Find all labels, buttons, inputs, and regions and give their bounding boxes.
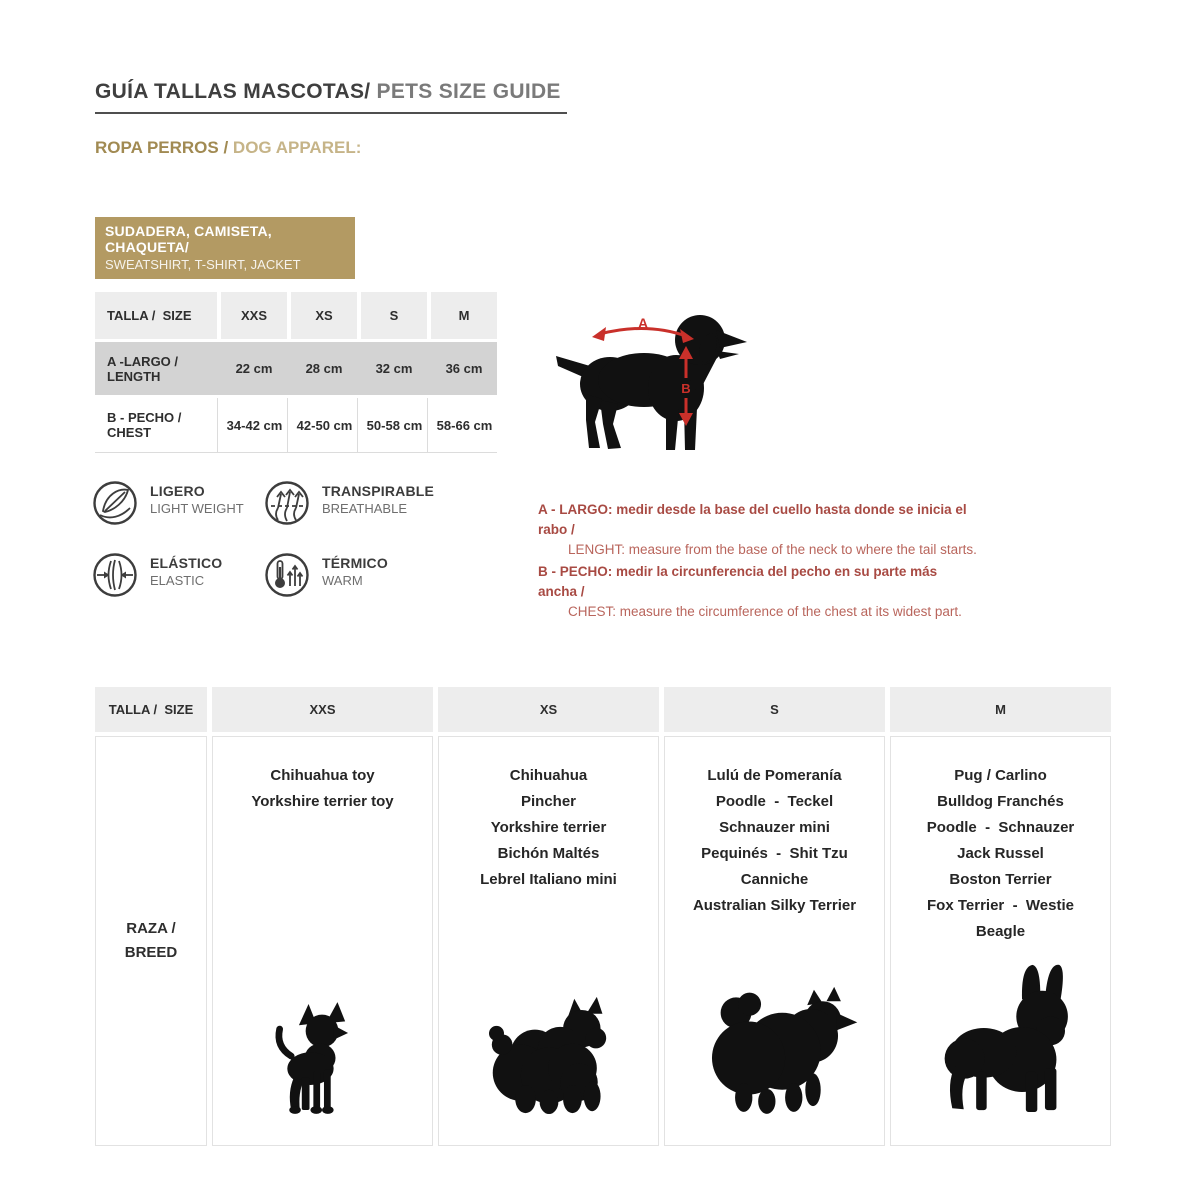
feature-lightweight (92, 480, 264, 526)
breed-item: Fox Terrier - Westie (927, 897, 1074, 914)
page-title (95, 80, 567, 114)
breed-item: Chihuahua toy (270, 767, 375, 784)
breed-row-label (95, 736, 207, 1146)
feature-breathable-title: TRANSPIRABLE (322, 483, 435, 499)
length-xs: 28 cm (305, 361, 343, 376)
size-table-chest-row (95, 398, 497, 453)
size-table-header-row (95, 292, 497, 339)
breed-item: Australian Silky Terrier (692, 897, 857, 914)
breed-item: Canniche (740, 871, 809, 888)
french-bulldog-silhouette-icon (915, 959, 1087, 1117)
thermometer-icon (264, 552, 310, 598)
chest-m: 58-66 cm (427, 398, 497, 452)
features-grid (92, 480, 464, 598)
breed-table-header-xs: XS (438, 687, 659, 732)
breed-table-header-s: S (664, 687, 885, 732)
breed-item: Beagle (975, 923, 1026, 940)
breed-item: Pug / Carlino (954, 767, 1047, 784)
size-table-header-label: TALLA / SIZE (95, 292, 217, 339)
breed-item: Schnauzer mini (719, 819, 830, 836)
breed-item: Yorkshire terrier (490, 819, 607, 836)
length-xxs: 22 cm (235, 361, 273, 376)
breed-row-label-es: RAZA / (126, 920, 176, 937)
page-subtitle (95, 138, 361, 158)
breed-item: Boston Terrier (949, 871, 1052, 888)
category-badge-en: SWEATSHIRT, T-SHIRT, JACKET (105, 257, 301, 272)
note-a-label: A - LARGO: (538, 502, 613, 517)
size-table-header-xxs: XXS (221, 292, 287, 339)
feature-elastic (92, 552, 264, 598)
size-table-header-s: S (361, 292, 427, 339)
page-subtitle-en: DOG APPAREL: (232, 138, 362, 157)
size-table-header-m: M (431, 292, 497, 339)
chest-xs: 42-50 cm (287, 398, 357, 452)
breed-item: Jack Russel (957, 845, 1044, 862)
page-title-es: GUÍA TALLAS MASCOTAS/ (95, 80, 377, 103)
note-b-label: B - PECHO: (538, 564, 613, 579)
note-b-text: medir la circunferencia del pecho en su parte más ancha / (538, 564, 941, 599)
feature-breathable (264, 480, 464, 526)
length-row-label: A -LARGO / LENGTH (107, 353, 179, 384)
pomeranian-silhouette-icon (686, 975, 864, 1117)
page-subtitle-es: ROPA PERROS / (95, 138, 233, 157)
breed-item: Lulú de Pomeranía (707, 767, 842, 784)
feature-warm-title: TÉRMICO (322, 555, 388, 571)
breed-item: Bulldog Franchés (937, 793, 1064, 810)
arrow-a-label: A (637, 315, 649, 331)
elastic-icon (92, 552, 138, 598)
breed-item: Poodle - Teckel (715, 793, 834, 810)
size-table-length-row (95, 342, 497, 395)
chihuahua-silhouette-icon (270, 999, 376, 1117)
category-badge-es: SUDADERA, CAMISETA, CHAQUETA/ (105, 223, 272, 255)
note-a-en: LENGHT: measure from the base of the neck to where the tail starts. (568, 542, 977, 557)
feature-elastic-title: ELÁSTICO (150, 555, 223, 571)
feature-breathable-subtitle: BREATHABLE (322, 501, 408, 516)
breed-item: Bichón Maltés (497, 845, 600, 862)
breed-table-header-m: M (890, 687, 1111, 732)
breed-item: Pequinés - Shit Tzu (701, 845, 848, 862)
breed-cell-xxs (212, 736, 433, 1146)
measure-notes (538, 500, 978, 624)
feature-warm-subtitle: WARM (322, 573, 363, 588)
breathable-icon (264, 480, 310, 526)
breed-table-header-label: TALLA / SIZE (95, 687, 207, 732)
feather-icon (92, 480, 138, 526)
yorkshire-silhouette-icon (474, 991, 624, 1117)
breed-item: Poodle - Schnauzer (926, 819, 1075, 836)
breed-item: Yorkshire terrier toy (251, 793, 394, 810)
size-table-header-xs: XS (291, 292, 357, 339)
breed-cell-m (890, 736, 1111, 1146)
note-a-text: medir desde la base del cuello hasta donde se inicia el rabo / (538, 502, 971, 537)
feature-warm (264, 552, 464, 598)
feature-elastic-subtitle: ELASTIC (150, 573, 205, 588)
size-table (95, 292, 497, 453)
dog-measure-diagram (548, 296, 753, 458)
length-m: 36 cm (445, 361, 483, 376)
note-b-en: CHEST: measure the circumference of the chest at its widest part. (568, 604, 962, 619)
chest-row-label: B - PECHO / CHEST (95, 398, 217, 452)
chest-xxs: 34-42 cm (217, 398, 287, 452)
page-title-en: PETS SIZE GUIDE (376, 80, 561, 103)
breed-item: Pincher (520, 793, 577, 810)
breed-row-label-en: BREED (124, 944, 178, 961)
labrador-silhouette-icon (548, 296, 753, 458)
note-b-es (538, 562, 978, 602)
arrow-b-label: B (681, 381, 691, 396)
breed-table-header-row (95, 687, 1111, 732)
feature-lightweight-title: LIGERO (150, 483, 205, 499)
breed-table-body-row (95, 736, 1111, 1146)
breed-table (95, 687, 1111, 1146)
breed-item: Lebrel Italiano mini (480, 871, 617, 888)
note-a-es (538, 500, 978, 540)
breed-cell-s (664, 736, 885, 1146)
length-s: 32 cm (375, 361, 413, 376)
breed-cell-xs (438, 736, 659, 1146)
category-badge (95, 217, 355, 279)
breed-item: Chihuahua (509, 767, 588, 784)
breed-table-header-xxs: XXS (212, 687, 433, 732)
feature-lightweight-subtitle: LIGHT WEIGHT (150, 501, 244, 516)
chest-s: 50-58 cm (357, 398, 427, 452)
